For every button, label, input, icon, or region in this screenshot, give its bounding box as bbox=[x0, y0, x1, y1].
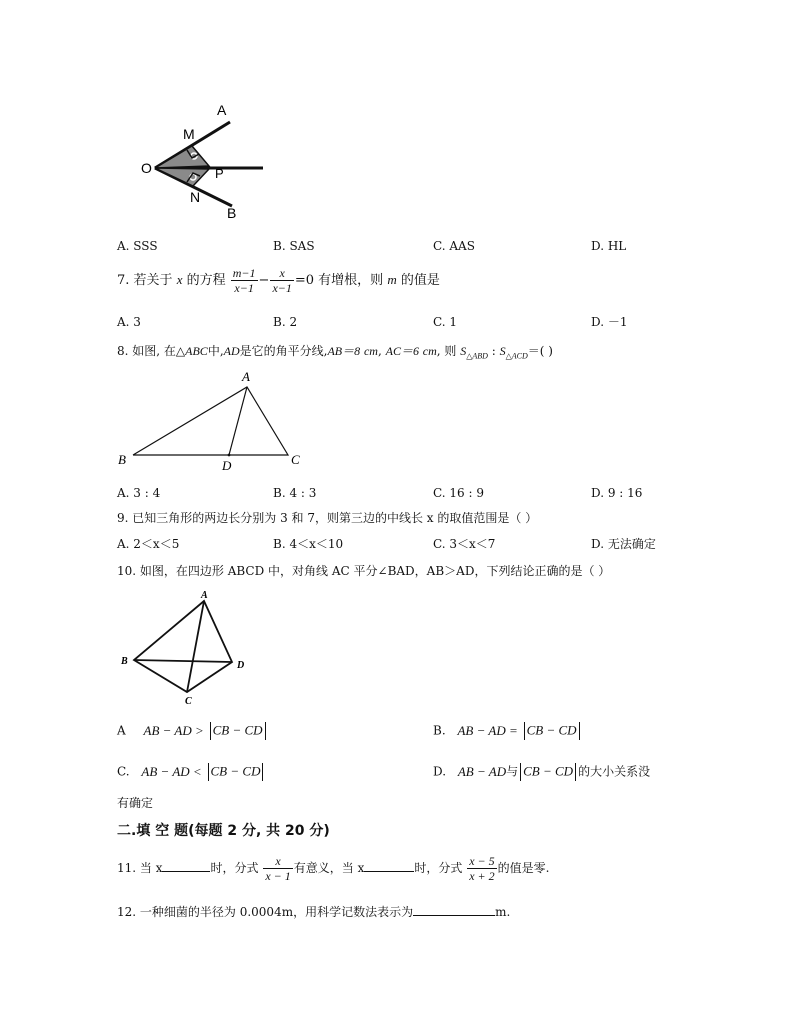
diagonal-BD bbox=[134, 660, 232, 662]
label-C: C bbox=[291, 452, 300, 467]
q11-p1: 11. 当 x bbox=[117, 861, 163, 875]
label-D: D bbox=[222, 458, 232, 473]
q8-cm2: cm bbox=[422, 344, 437, 358]
q8-colon: : bbox=[487, 344, 500, 358]
q10-option-d-mid: 与 bbox=[506, 764, 519, 779]
diagonal-AC bbox=[187, 601, 204, 692]
label-C: C bbox=[185, 696, 192, 707]
q11-fraction-2 bbox=[467, 854, 496, 883]
q11-blank-2[interactable] bbox=[364, 860, 414, 872]
q7-fraction-2 bbox=[270, 266, 293, 295]
q7-minus: − bbox=[258, 273, 270, 288]
q7-option-a: A. 3 bbox=[117, 315, 141, 329]
q10-option-b-right: CB − CD bbox=[526, 722, 577, 738]
q6-option-d: D. HL bbox=[591, 239, 627, 253]
q7-option-c: C. 1 bbox=[433, 315, 458, 329]
label-P: P bbox=[215, 166, 224, 181]
q11-stem bbox=[117, 854, 549, 883]
q10-option-c-left: AB − AD < bbox=[141, 763, 202, 779]
triangle-ABC bbox=[133, 387, 288, 455]
q10-option-a-letter: A bbox=[117, 723, 126, 738]
q10-option-d-left: AB − AD bbox=[457, 763, 507, 779]
q10-option-d-tail: 的大小关系没 bbox=[578, 764, 651, 779]
q7-option-d: D. －1 bbox=[591, 315, 628, 329]
label-B: B bbox=[118, 452, 126, 467]
q10-option-a bbox=[117, 722, 268, 740]
q7-eq: =0 有增根，则 bbox=[294, 273, 384, 288]
label-A: A bbox=[201, 590, 208, 601]
abs-bar-close bbox=[262, 763, 263, 781]
abs-bar-open bbox=[210, 722, 211, 740]
q11-p3: 有意义，当 x bbox=[293, 861, 365, 875]
q11-f2-den: x + 2 bbox=[469, 869, 495, 883]
point-D bbox=[228, 454, 231, 457]
q11-f1-den: x − 1 bbox=[265, 869, 291, 883]
q10-option-c-letter: C. bbox=[117, 764, 130, 779]
q10-option-d-letter: D. bbox=[433, 764, 447, 779]
q10-option-a-right: CB − CD bbox=[212, 722, 263, 738]
label-O: O bbox=[141, 160, 152, 176]
q8-ac: AC＝6 bbox=[385, 344, 419, 358]
q9-option-c: C. 3＜x＜7 bbox=[433, 537, 496, 551]
q6-option-a: A. SSS bbox=[117, 239, 158, 253]
q7-frac1-num: m−1 bbox=[232, 266, 256, 280]
q7-frac2-den: x−1 bbox=[272, 281, 292, 295]
triangle-ONP bbox=[155, 168, 209, 186]
abs-bar-open bbox=[208, 763, 209, 781]
q12-p2: m. bbox=[495, 905, 511, 919]
q8-option-c: C. 16 : 9 bbox=[433, 486, 484, 500]
q7-stem bbox=[117, 266, 440, 295]
figure-angle-bisector bbox=[135, 98, 275, 223]
q8-cm1: cm bbox=[363, 344, 378, 358]
label-D: D bbox=[237, 660, 245, 671]
q7-suffix: 的值是 bbox=[400, 273, 440, 288]
q10-option-d-continued: 有确定 bbox=[117, 796, 154, 810]
q7-var-x: x bbox=[176, 272, 183, 287]
figure-quadrilateral-ABCD bbox=[118, 588, 258, 708]
segment-AD bbox=[229, 387, 247, 455]
abs-bar-close bbox=[575, 763, 576, 781]
q6-option-b: B. SAS bbox=[273, 239, 315, 253]
q11-fraction-1 bbox=[263, 854, 292, 883]
q9-option-a: A. 2＜x＜5 bbox=[117, 537, 180, 551]
q10-option-b-letter: B. bbox=[433, 723, 446, 738]
q7-mid: 的方程 bbox=[186, 273, 226, 288]
q10-option-d-right: CB − CD bbox=[523, 763, 574, 779]
q10-option-a-left: AB − AD > bbox=[143, 722, 204, 738]
q8-s2: S bbox=[499, 344, 506, 358]
abs-bar-close bbox=[265, 722, 266, 740]
q11-p5: 的值是零. bbox=[497, 861, 550, 875]
q8-text4: , 则 bbox=[436, 344, 457, 358]
section-heading-fill-in: 二.填 空 题(每题 2 分, 共 20 分) bbox=[117, 823, 330, 839]
q10-option-b-left: AB − AD = bbox=[457, 722, 518, 738]
q11-p2: 时，分式 bbox=[210, 861, 259, 875]
q10-option-c-right: CB − CD bbox=[210, 763, 261, 779]
triangle-OMP bbox=[155, 146, 209, 168]
label-N: N bbox=[190, 189, 201, 205]
q12-blank[interactable] bbox=[413, 904, 495, 916]
q7-var-m: m bbox=[387, 272, 397, 287]
quadrilateral-ABCD bbox=[134, 601, 232, 692]
q7-frac1-den: x−1 bbox=[231, 280, 258, 295]
q11-p4: 时，分式 bbox=[414, 861, 463, 875]
q9-option-d: D. 无法确定 bbox=[591, 537, 656, 551]
q6-option-c: C. AAS bbox=[433, 239, 475, 253]
q7-prefix: 7. 若关于 bbox=[117, 273, 173, 288]
abs-bar-open bbox=[520, 763, 521, 781]
label-M: M bbox=[183, 126, 195, 142]
q12-stem bbox=[117, 904, 510, 920]
q11-blank-1[interactable] bbox=[162, 860, 210, 872]
label-A: A bbox=[217, 102, 227, 118]
q7-option-b: B. 2 bbox=[273, 315, 298, 329]
q8-sub1: △ABD bbox=[466, 351, 488, 361]
abs-bar-open bbox=[524, 722, 525, 740]
q8-triangle: △ABC bbox=[175, 344, 208, 358]
figure-triangle-ABC bbox=[115, 368, 310, 473]
q8-text2: 中, bbox=[207, 344, 224, 358]
q8-sub2: △ACD bbox=[505, 351, 528, 361]
abs-bar-close bbox=[579, 722, 580, 740]
q8-s1: S bbox=[460, 344, 467, 358]
q10-option-d bbox=[433, 763, 650, 781]
q8-ab: AB＝8 bbox=[327, 344, 361, 358]
q8-option-d: D. 9 : 16 bbox=[591, 486, 643, 500]
q8-option-b: B. 4 : 3 bbox=[273, 486, 317, 500]
label-A: A bbox=[242, 369, 250, 384]
q11-f1-num: x bbox=[275, 854, 281, 868]
q8-ad: AD bbox=[223, 344, 240, 358]
q10-stem: 10. 如图，在四边形 ABCD 中，对角线 AC 平分∠BAD，AB＞AD，下列结论正确的是（ ） bbox=[117, 564, 611, 578]
q8-text5: ＝( ) bbox=[527, 344, 553, 358]
label-B: B bbox=[227, 205, 237, 221]
q7-frac2-num: x bbox=[279, 266, 285, 280]
q7-fraction-1 bbox=[231, 266, 258, 295]
q9-stem: 9. 已知三角形的两边长分别为 3 和 7，则第三边的中线长 x 的取值范围是（ ） bbox=[117, 511, 538, 525]
q8-stem: 8. 如图, 在△ABC中,AD是它的角平分线,AB＝8 cm, AC＝6 cm, 则 $S_{\triangle ABD}$ : $S_{\triangle ACD}=$( ) bbox=[117, 344, 553, 361]
q12-p1: 12. 一种细菌的半径为 0.0004m，用科学记数法表示为 bbox=[117, 905, 414, 919]
q8-text1: 8. 如图, 在 bbox=[117, 344, 176, 358]
q11-f2-num: x − 5 bbox=[469, 854, 495, 868]
q10-option-b bbox=[433, 722, 582, 740]
q10-option-c bbox=[117, 763, 265, 781]
q8-text3: 是它的角平分线, bbox=[239, 344, 328, 358]
q9-option-b: B. 4＜x＜10 bbox=[273, 537, 344, 551]
label-B: B bbox=[121, 656, 128, 667]
q8-option-a: A. 3 : 4 bbox=[117, 486, 161, 500]
